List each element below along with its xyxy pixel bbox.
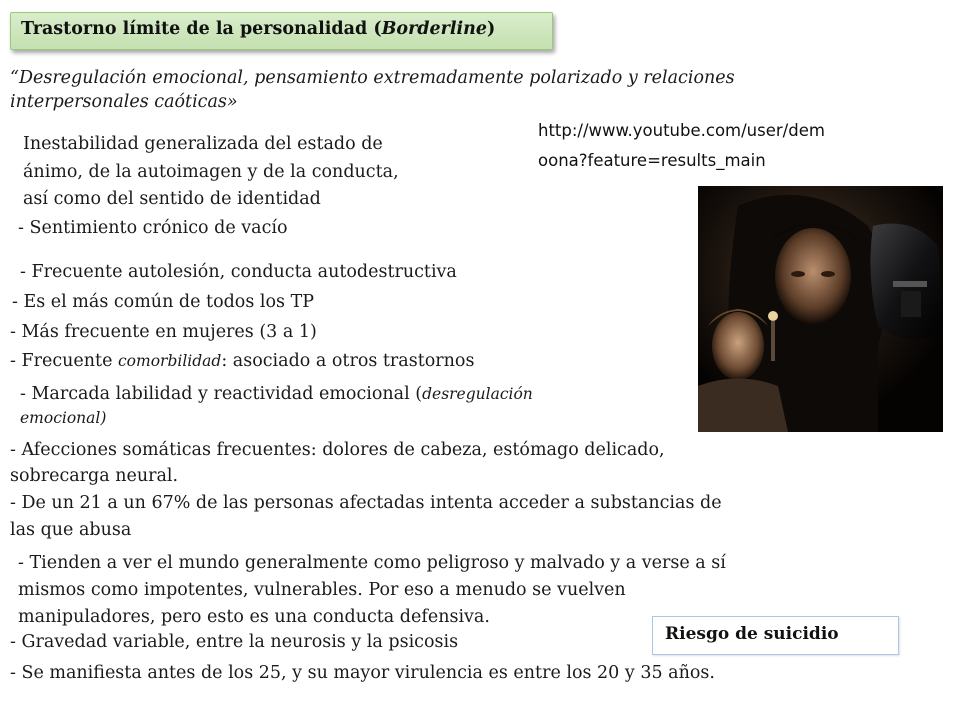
bullet-text: - Marcada labilidad y reactividad emocional ( (20, 384, 423, 404)
movie-still-illustration (698, 186, 943, 432)
bullet-line: manipuladores, pero esto es una conducta defensiva. (18, 607, 490, 627)
intro-line: ánimo, de la autoimagen y de la conducta, (23, 161, 399, 182)
quote-text: “Desregulación emocional, pensamiento extremadamente polarizado y relaciones interpersonales caóticas» (10, 68, 735, 112)
bullet-edad: - Se manifiesta antes de los 25, y su mayor virulencia es entre los 20 y 35 años. (10, 663, 715, 683)
bullet-text: - Frecuente (10, 351, 118, 371)
bullet-line: mismos como impotentes, vulnerables. Por eso a menudo se vuelven (18, 580, 626, 600)
intro-line: así como del sentido de identidad (23, 189, 321, 209)
bullet-text: : asociado a otros trastornos (221, 351, 475, 371)
intro-line: Inestabilidad generalizada del estado de (23, 134, 383, 154)
title-italic: Borderline (381, 19, 488, 39)
bullet-line: sobrecarga neural. (10, 466, 179, 486)
bullet-mujeres: - Más frecuente en mujeres (3 a 1) (10, 322, 317, 342)
movie-still-image (698, 186, 943, 432)
bullet-term: emocional) (20, 409, 107, 427)
url-line: oona?feature=results_main (538, 151, 766, 170)
bullet-term: comorbilidad (118, 352, 222, 370)
bullet-gravedad: - Gravedad variable, entre la neurosis y la psicosis (10, 632, 459, 652)
bullet-line: - Tienden a ver el mundo generalmente como peligroso y malvado y a verse a sí (18, 553, 726, 573)
bullet-labilidad (20, 382, 533, 430)
bullet-comorbilidad (10, 349, 474, 374)
bullet-term: desregulación (422, 385, 533, 403)
bullet-line: - De un 21 a un 67% de las personas afectadas intenta acceder a substancias de (10, 493, 722, 513)
title-text: Trastorno límite de la personalidad ( (21, 19, 382, 39)
bullet-autolesion: - Frecuente autolesión, conducta autodestructiva (20, 262, 457, 282)
bullet-somaticas (10, 437, 665, 489)
youtube-link[interactable] (538, 116, 908, 176)
url-line: http://www.youtube.com/user/dem (538, 121, 825, 140)
intro-paragraph (23, 131, 399, 214)
bullet-vacio: - Sentimiento crónico de vacío (18, 218, 288, 238)
bullet-line: las que abusa (10, 520, 132, 540)
suicide-risk-box: Riesgo de suicidio (652, 616, 899, 655)
title-close: ) (487, 19, 496, 39)
bullet-line: - Afecciones somáticas frecuentes: dolores de cabeza, estómago delicado, (10, 440, 665, 460)
bullet-comun: - Es el más común de todos los TP (12, 292, 315, 312)
slide-title (10, 12, 553, 50)
bullet-mundo (18, 550, 726, 631)
bullet-substancias (10, 490, 722, 544)
